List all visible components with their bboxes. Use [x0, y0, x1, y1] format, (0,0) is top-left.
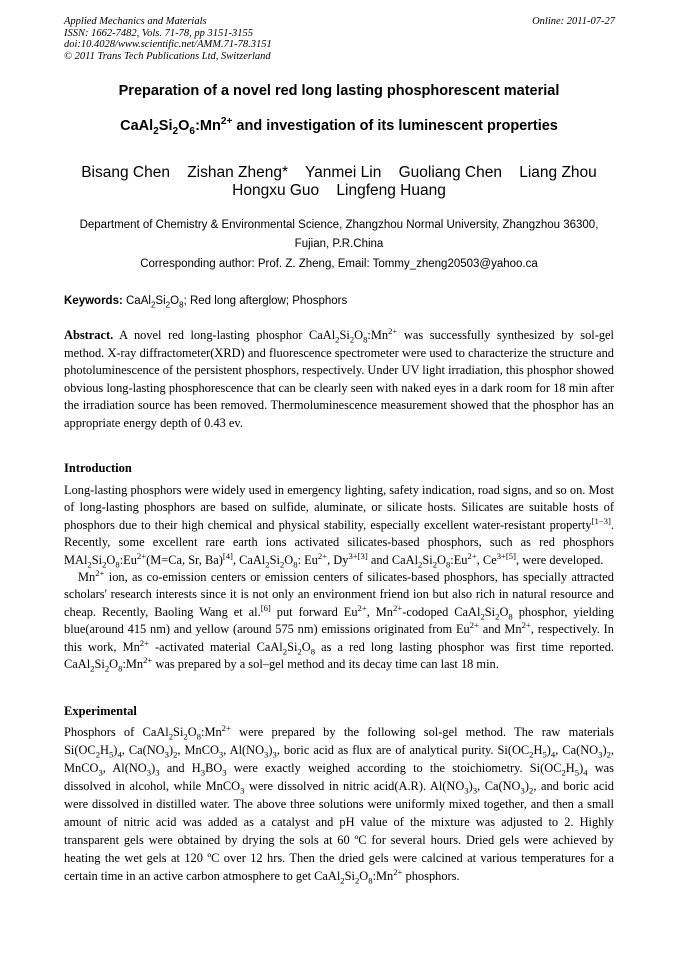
section-heading-experimental: Experimental: [64, 704, 137, 718]
intro-paragraph-1: Long-lasting phosphors were widely used in emergency lighting, safety indication, road signs, and so on. Most of long-lasting phosphors are based on sulfide, aluminate, or silicate hosts. Silicates are suitable hosts of phosphors due to their high chemical and physical stability, especially excellent water-resistant property[1−3]. Recently, some excellent rare earth ions activated silicates-based phosphors, such as red phosphors $MAl_2Si_2O_8:Eu^{2+}(M=Ca$, Sr, Ba)[4], $CaAl_2Si_2O_8$: $Eu^{2+}$, $Dy^{3+[3]}$ and $CaAl_2Si_2O_8:Eu^{2+}$, $Ce^{3+[5]}$, were developed.: [64, 483, 614, 570]
experimental-body: Phosphors of $CaAl_2Si_2O_8:Mn^{2+}$ were prepared by the following sol-gel method. The raw materials $Si(OC_2H_5)_4$, $Ca(NO_3)_2$, MnCO$_3$, $Al(NO_3)_3$, boric acid as flux are of analytical purity. $Si(OC_2H_5)_4$, $Ca(NO_3)_2$, MnCO$_3$, $Al(NO_3)_3$ and $H_3BO_3$ were exactly weighed according to the stoichiometry. $Si(OC_2H_5)_4$ was dissolved in alcohol, while MnCO$_3$ were dissolved in nitric acid(A.R). $Al(NO_3)_3$, $Ca(NO_3)_2$, and boric acid were dissolved in distilled water. The above three solutions were uniformly mixed together, and then a small amount of nitric acid was added as a catalyst and pH value of the mixture was adjusted to 2. Highly transparent gels were obtained by drying the sols at 60 ºC for several hours. Dried gels were achieved by heating the wet gels at 120 ºC over 12 hrs. Then the dried gels were calcined at various temperatures for a certain time in an active carbon atmosphere to get $CaAl_2Si_2O_8:Mn^{2+}$ phosphors.: [64, 722, 615, 886]
abstract: Abstract. A novel red long-lasting phosphor $CaAl_2Si_2O_8:Mn^{2+}$ was successfully synthesized by sol-gel method. X-ray diffractometer(XRD) and fluorescence spectrometer were used to characterize the structure and photoluminescence of the persistent phosphors, respectively. Under UV light irradiation, this phosphor showed obvious long-lasting phosphorescence that can be clearly seen with naked eyes in a dark room for 18 min after the irradiation source has been removed. Thermoluminescence measurement showed that the phosphor has an appropriate energy depth of 0.43 ev.: [64, 325, 614, 430]
online-date: Online: 2011-07-27: [532, 16, 615, 27]
issn: ISSN: 1662-7482, Vols. 71-78, pp 3151-3155: [64, 27, 253, 39]
affiliation: Department of Chemistry & Environmental Science, Zhangzhou Normal University, Zhangzhou 36300, Fujian, P.R.China: [79, 219, 599, 250]
doi: doi:10.4028/www.scientific.net/AMM.71-78.3151: [64, 39, 272, 50]
copyright: © 2011 Trans Tech Publications Ltd, Switzerland: [64, 50, 271, 62]
journal-header: [64, 16, 272, 62]
keywords: Keywords: $CaAl_2Si_2O_8$; Red long afterglow; Phosphors: [64, 295, 348, 310]
authors-line1: Bisang Chen Zishan Zheng* Yanmei Lin Guoliang Chen Liang Zhou: [81, 164, 597, 181]
corresponding-author: Corresponding author: Prof. Z. Zheng, Email: Tommy_zheng20503@yahoo.ca: [140, 258, 538, 270]
journal-name: Applied Mechanics and Materials: [64, 16, 207, 27]
section-heading-introduction: Introduction: [64, 461, 132, 475]
paper-title-line1: Preparation of a novel red long lasting phosphorescent material: [118, 83, 560, 99]
introduction-body: [64, 482, 614, 673]
intro-paragraph-2: $Mn^{2+}$ ion, as co-emission centers or emission centers of silicates-based phosphors, has specially attracted scholars' research interests since it is not only an environment friend ion but also rich in natural resource and cheap. Recently, Baoling Wang et al.[6] put forward $Eu^{2+}$, $Mn^{2+}$-codoped $CaAl_2Si_2O_8$ phosphor, yielding blue(around 415 nm) and yellow (around 575 nm) emissions originated from $Eu^{2+}$ and $Mn^{2+}$, respectively. In this work, $Mn^{2+}$ -activated material $CaAl_2Si_2O_8$ as a red long lasting phosphor was first time reported. $CaAl_2Si_2O_8:Mn^{2+}$ was prepared by a sol–gel method and its decay time can last 18 min.: [64, 567, 614, 674]
authors-line2: Hongxu Guo Lingfeng Huang: [232, 182, 446, 199]
paper-title-line2: $CaAl_2Si_2O_6:Mn^{2+}$ and investigation of its luminescent properties: [120, 116, 558, 137]
